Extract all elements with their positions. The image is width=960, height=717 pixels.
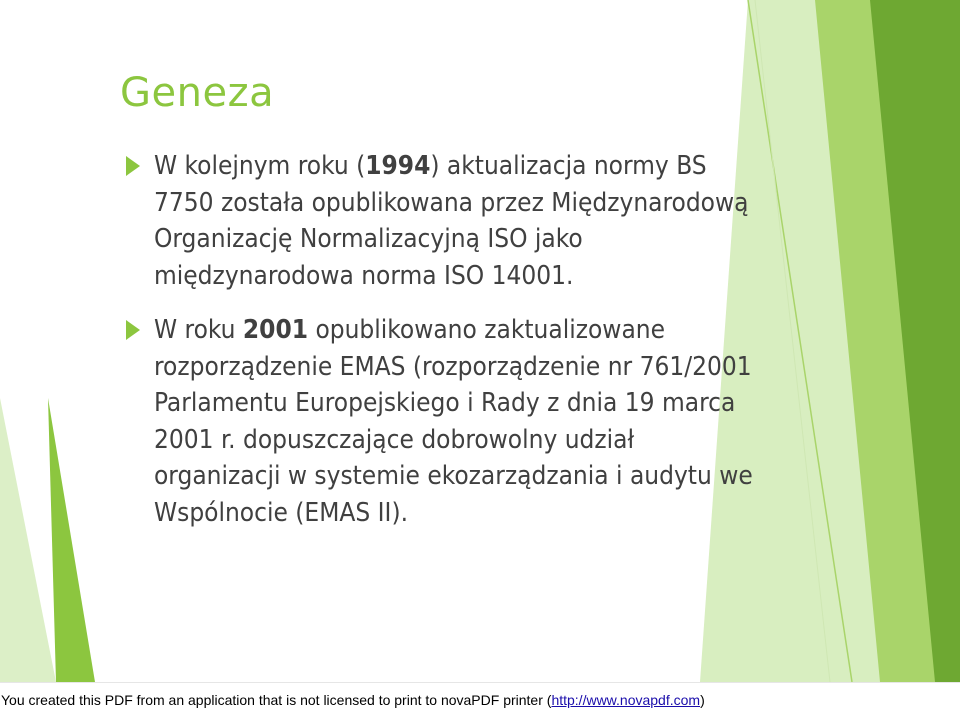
novapdf-link[interactable]: http://www.novapdf.com xyxy=(551,692,701,708)
left-green-shape-light xyxy=(0,398,56,682)
novapdf-footer-notice: You created this PDF from an application that is not licensed to print to novaPDF printer (http://www.novapdf.com) xyxy=(0,682,960,717)
bullet-list xyxy=(118,148,758,549)
bullet-item xyxy=(118,148,758,294)
bullet-text: W roku 2001 opublikowano zaktualizowane rozporządzenie EMAS (rozporządzenie nr 761/2001 Parlamentu Europejskiego i Rady z dnia 19 marca 2001 r. dopuszczające dobrowolny udział organizacji w systemie ekozarządzania i audytu we Wspólnocie (EMAS II). xyxy=(154,315,753,528)
bullet-item xyxy=(118,312,758,531)
bullet-text: W kolejnym roku (1994) aktualizacja normy BS 7750 została opublikowana przez Międzynarodową Organizację Normalizacyjną ISO jako międzynarodowa norma ISO 14001. xyxy=(154,151,749,291)
bullet-arrow-icon xyxy=(126,320,140,340)
left-green-shape-dark xyxy=(48,398,95,682)
bullet-arrow-icon xyxy=(126,156,140,176)
slide-title: Geneza xyxy=(120,70,275,116)
